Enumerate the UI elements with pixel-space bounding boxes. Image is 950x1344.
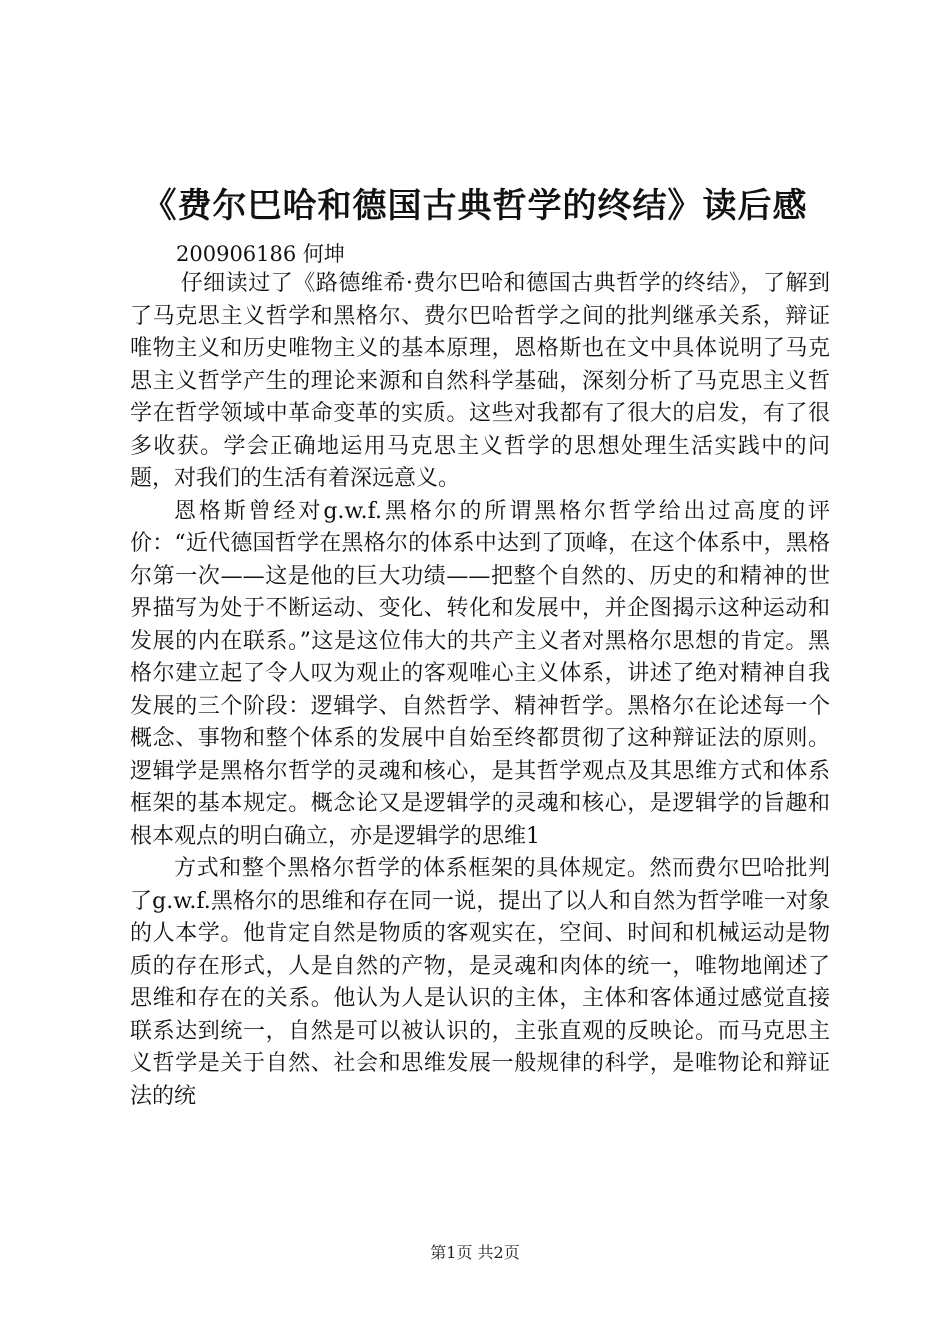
author-line: 200906186 何坤	[176, 242, 345, 266]
paragraph: 恩格斯曾经对g.w.f.黑格尔的所谓黑格尔哲学给出过高度的评价：“近代德国哲学在黑格尔的体系中达到了顶峰，在这个体系中，黑格尔第一次——这是他的巨大功绩——把整个自然的、历史的和精神的世界描写为处于不断运动、变化、转化和发展中，并企图揭示这种运动和发展的内在联系。”这是这位伟大的共产主义者对黑格尔思想的肯定。黑格尔建立起了令人叹为观止的客观唯心主义体系，讲述了绝对精神自我发展的三个阶段：逻辑学、自然哲学、精神哲学。黑格尔在论述每一个概念、事物和整个体系的发展中自始至终都贯彻了这种辩证法的原则。逻辑学是黑格尔哲学的灵魂和核心，是其哲学观点及其思维方式和体系框架的基本规定。概念论又是逻辑学的灵魂和核心，是逻辑学的旨趣和根本观点的明白确立，亦是逻辑学的思维1	[130, 498, 830, 849]
page-footer: 第1页 共2页	[430, 1243, 520, 1262]
paragraph: 仔细读过了《路德维希·费尔巴哈和德国古典哲学的终结》，了解到了马克思主义哲学和黑格尔、费尔巴哈哲学之间的批判继承关系，辩证唯物主义和历史唯物主义的基本原理，恩格斯也在文中具体说明了马克思主义哲学产生的理论来源和自然科学基础，深刻分析了马克思主义哲学在哲学领域中革命变革的实质。这些对我都有了很大的启发，有了很多收获。学会正确地运用马克思主义哲学的思想处理生活实践中的问题，对我们的生活有着深远意义。	[130, 271, 830, 491]
paragraph: 方式和整个黑格尔哲学的体系框架的具体规定。然而费尔巴哈批判了g.w.f.黑格尔的思维和存在同一说，提出了以人和自然为哲学唯一对象的人本学。他肯定自然是物质的客观实在，空间、时间和机械运动是物质的存在形式，人是自然的产物，是灵魂和肉体的统一，唯物地阐述了思维和存在的关系。他认为人是认识的主体，主体和客体通过感觉直接联系达到统一，自然是可以被认识的，主张直观的反映论。而马克思主义哲学是关于自然、社会和思维发展一般规律的科学，是唯物论和辩证法的统	[130, 856, 830, 1109]
document-body	[130, 268, 830, 1113]
document-title: 《费尔巴哈和德国古典哲学的终结》读后感	[142, 186, 808, 226]
